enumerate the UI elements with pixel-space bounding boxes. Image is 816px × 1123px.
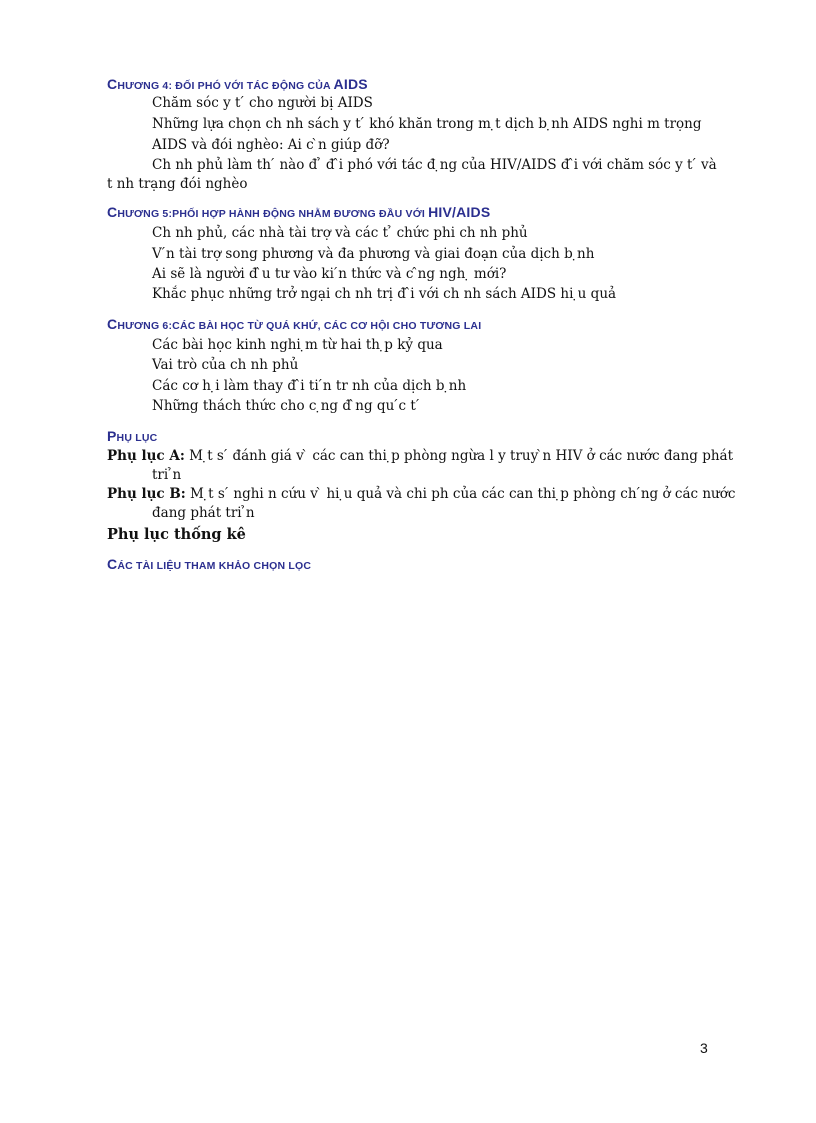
appendix-a-line-2: tri ̉n — [152, 467, 182, 483]
chapter-4-item-2: Những lựa chọn ch nh sách y t ́ khó khăn trong m ̣t dịch b ̣nh AIDS nghi m trọng — [152, 116, 702, 132]
chapter-5-item-4: Khắc phục những trở ngại ch nh trị đ ̂i với ch nh sách AIDS hi ̣u quả — [152, 286, 617, 302]
chapter-6-heading: CHƯƠNG 6:CÁC BÀI HỌC TỪ QUÁ KHỨ, CÁC CƠ HỘI CHO TƯƠNG LAI — [107, 316, 482, 332]
page-number: 3 — [700, 1040, 708, 1056]
chapter-4-item-4-continued: t nh trạng đói nghèo — [107, 176, 248, 192]
chapter-5-item-3: Ai sẽ là người đ ̀u tư vào ki ́n thức và c ̂ng ngh ̣ mới? — [152, 266, 507, 282]
chapter-4-item-3: AIDS và đói nghèo: Ai c ̀n giúp đỡ? — [152, 137, 390, 153]
appendix-b-text: M ̣t s ́ nghi n cứu v ̀ hi ̣u quả và chi ph của các can thi ̣p phòng ch ́ng ở các nước — [185, 486, 736, 502]
chapter-4-item-1: Chăm sóc y t ́ cho người bị AIDS — [152, 95, 373, 111]
chapter-5-heading: CHƯƠNG 5:PHỐI HỢP HÀNH ĐỘNG NHẰM ĐƯƠNG ĐẦU VỚI HIV/AIDS — [107, 204, 491, 220]
appendix-statistics: Phụ lục thống kê — [107, 526, 246, 543]
chapter-5-item-2: V ́n tài trợ song phương và đa phương và giai đoạn của dịch b ̣nh — [152, 246, 595, 262]
appendix-heading: PHỤ LỤC — [107, 428, 158, 444]
chapter-6-item-2: Vai trò của ch nh phủ — [152, 357, 299, 373]
references-heading: CÁC TÀI LIỆU THAM KHẢO CHỌN LỌC — [107, 556, 312, 572]
appendix-a-text: M ̣t s ́ đánh giá v ̀ các can thi ̣p phòng ngừa l y truy ̀n HIV ở các nước đang phát — [184, 448, 734, 464]
appendix-b-label: Phụ lục B: — [107, 486, 186, 502]
chapter-4-item-4: Ch nh phủ làm th ́ nào đ ̉ đ ̂i phó với tác đ ̣ng của HIV/AIDS đ ̂i với chăm sóc y t ́ và — [152, 157, 717, 173]
chapter-6-item-4: Những thách thức cho c ̣ng đ ̀ng qu ́c t ́ — [152, 398, 421, 414]
appendix-a-line-1 — [107, 450, 733, 464]
chapter-6-item-3: Các cơ h ̣i làm thay đ ̂i ti ́n tr nh của dịch b ̣nh — [152, 378, 467, 394]
appendix-b-line-1 — [107, 488, 735, 502]
appendix-b-line-2: đang phát tri ̉n — [152, 505, 255, 521]
chapter-4-heading: CHƯƠNG 4: ĐỐI PHÓ VỚI TÁC ĐỘNG CỦA AIDS — [107, 76, 368, 92]
appendix-a-label: Phụ lục A: — [107, 448, 185, 464]
chapter-6-item-1: Các bài học kinh nghi ̣m từ hai th ̣p kỷ qua — [152, 337, 443, 353]
chapter-5-item-1: Ch nh phủ, các nhà tài trợ và các t ̉ chức phi ch nh phủ — [152, 225, 528, 241]
